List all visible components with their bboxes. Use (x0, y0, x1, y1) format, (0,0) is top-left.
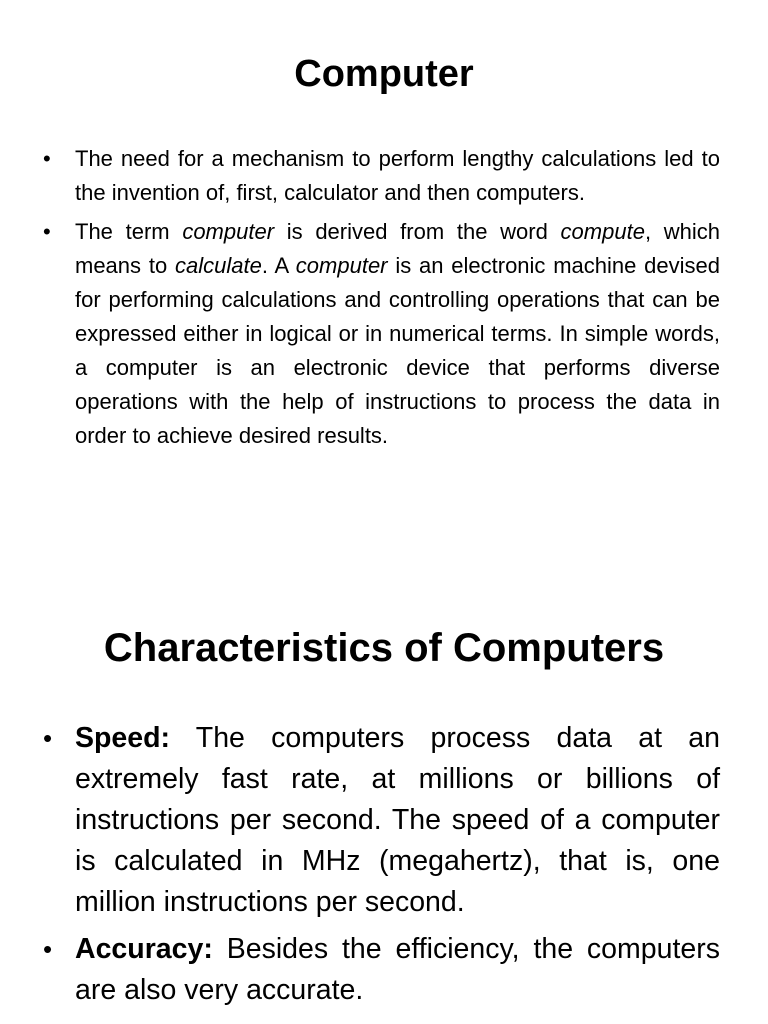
emphasis-computer: computer (182, 219, 275, 244)
bullet-text-part: is derived from the word (274, 219, 561, 244)
bullet-dot-icon: • (43, 934, 53, 964)
bullet-list-computer (43, 142, 721, 458)
bullet-dot-icon: • (43, 723, 53, 753)
slide-title-characteristics: Characteristics of Computers (103, 626, 665, 670)
bullet-item-accuracy (43, 929, 720, 1011)
bullet-text: The computers process data at an extremely fast rate, at millions or billions of instructions per second. The speed of a computer is calculated in MHz (megahertz), that is, one million instructions per second. (75, 722, 720, 918)
bullet-item-need (43, 142, 720, 210)
emphasis-compute: compute (560, 219, 645, 244)
emphasis-calculate: calculate (174, 253, 262, 278)
bullet-dot-icon: • (43, 219, 51, 244)
slide-characteristics (0, 560, 768, 1024)
bullet-text-part: is an electronic machine devised for performing calculations and controlling operations that can be expressed either in logical or in numerical terms. In simple words, a computer is an electronic device that performs diverse operations with the help of instructions to process the data in order to achieve desired results. (75, 253, 721, 448)
slide-title-computer: Computer (294, 53, 474, 95)
bullet-dot-icon: • (43, 146, 51, 171)
bullet-item-speed (43, 718, 720, 923)
bullet-item-term (43, 215, 721, 453)
bullet-text-part: . A (261, 253, 296, 278)
bullet-text-part: The term (75, 219, 183, 244)
bullet-text: The need for a mechanism to perform lengthy calculations led to the invention of, first, calculator and then computers. (75, 146, 720, 205)
bullet-text: Besides the efficiency, the computers are also very accurate. (75, 933, 720, 1006)
term-speed: Speed: (75, 722, 171, 754)
term-accuracy: Accuracy: (75, 933, 213, 965)
bullet-list-characteristics (43, 718, 720, 1017)
emphasis-computer: computer (295, 253, 388, 278)
bullet-text-part: , which means to (75, 219, 720, 278)
